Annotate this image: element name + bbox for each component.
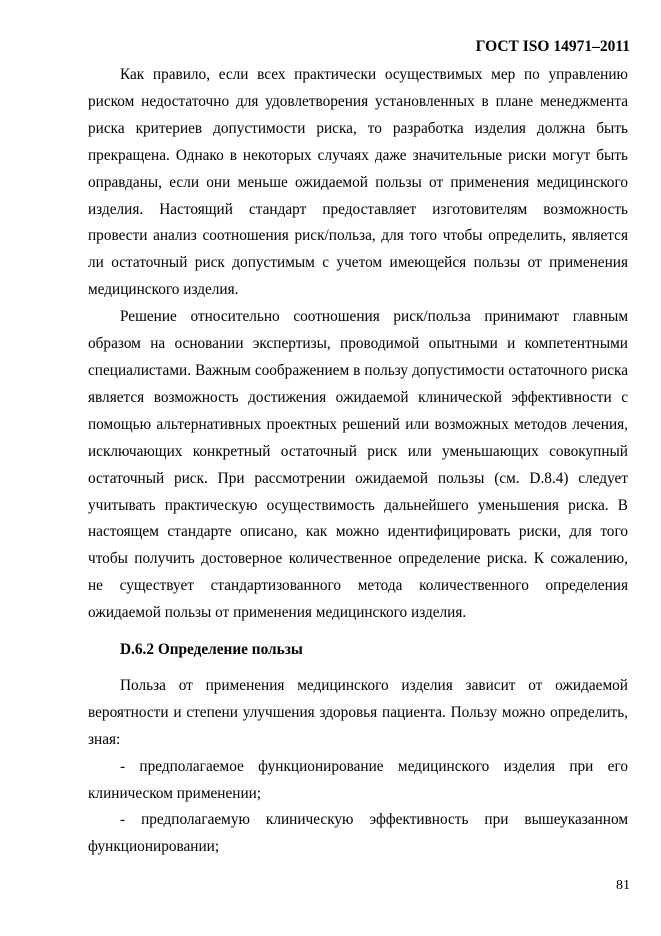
list-item-clinical-effectiveness: - предполагаемую клиническую эффективность при вышеуказанном функционировании;	[88, 811, 628, 856]
paragraph-risk-acceptability: Как правило, если всех практически осуществимых мер по управлению риском недостаточно для удовлетворения установленных в плане менеджмента риска критериев допустимости риска, то разработка изделия должна быть прекращена. Однако в некоторых случаях даже значительные риски могут быть оправданы, если они меньше ожидаемой пользы от применения медицинского изделия. Настоящий стандарт предоставляет изготовителям возможность провести анализ соотношения риск/польза, для того чтобы определить, является ли остаточный риск допустимым с учетом имеющейся пользы от применения медицинского изделия.	[88, 66, 628, 299]
standard-code-header: ГОСТ ISO 14971–2011	[475, 38, 630, 55]
list-item-performance: - предполагаемое функционирование медицинского изделия при его клиническом применении;	[88, 757, 628, 802]
page-content	[88, 62, 628, 861]
paragraph-risk-benefit-decision: Решение относительно соотношения риск/польза принимают главным образом на основании экспертизы, проводимой опытными и компетентными специалистами. Важным соображением в пользу допустимости остаточного риска является возможность достижения ожидаемой клинической эффективности с помощью альтернативных проектных решений или возможных методов лечения, исключающих конкретный остаточный риск или уменьшающих совокупный остаточный риск. При рассмотрении ожидаемой пользы (см. D.8.4) следует учитывать практическую осуществимость дальнейшего уменьшения риска. В настоящем стандарте описано, как можно идентифицировать риски, для того чтобы получить достоверное количественное определение риска. К сожалению, не существует стандартизованного метода количественного определения ожидаемой пользы от применения медицинского изделия.	[88, 308, 628, 622]
page-number: 81	[616, 878, 630, 893]
paragraph-benefit-definition: Польза от применения медицинского изделия зависит от ожидаемой вероятности и степени улучшения здоровья пациента. Пользу можно определить, зная:	[88, 676, 628, 748]
section-heading-benefit-estimation: D.6.2 Определение пользы	[120, 641, 303, 659]
